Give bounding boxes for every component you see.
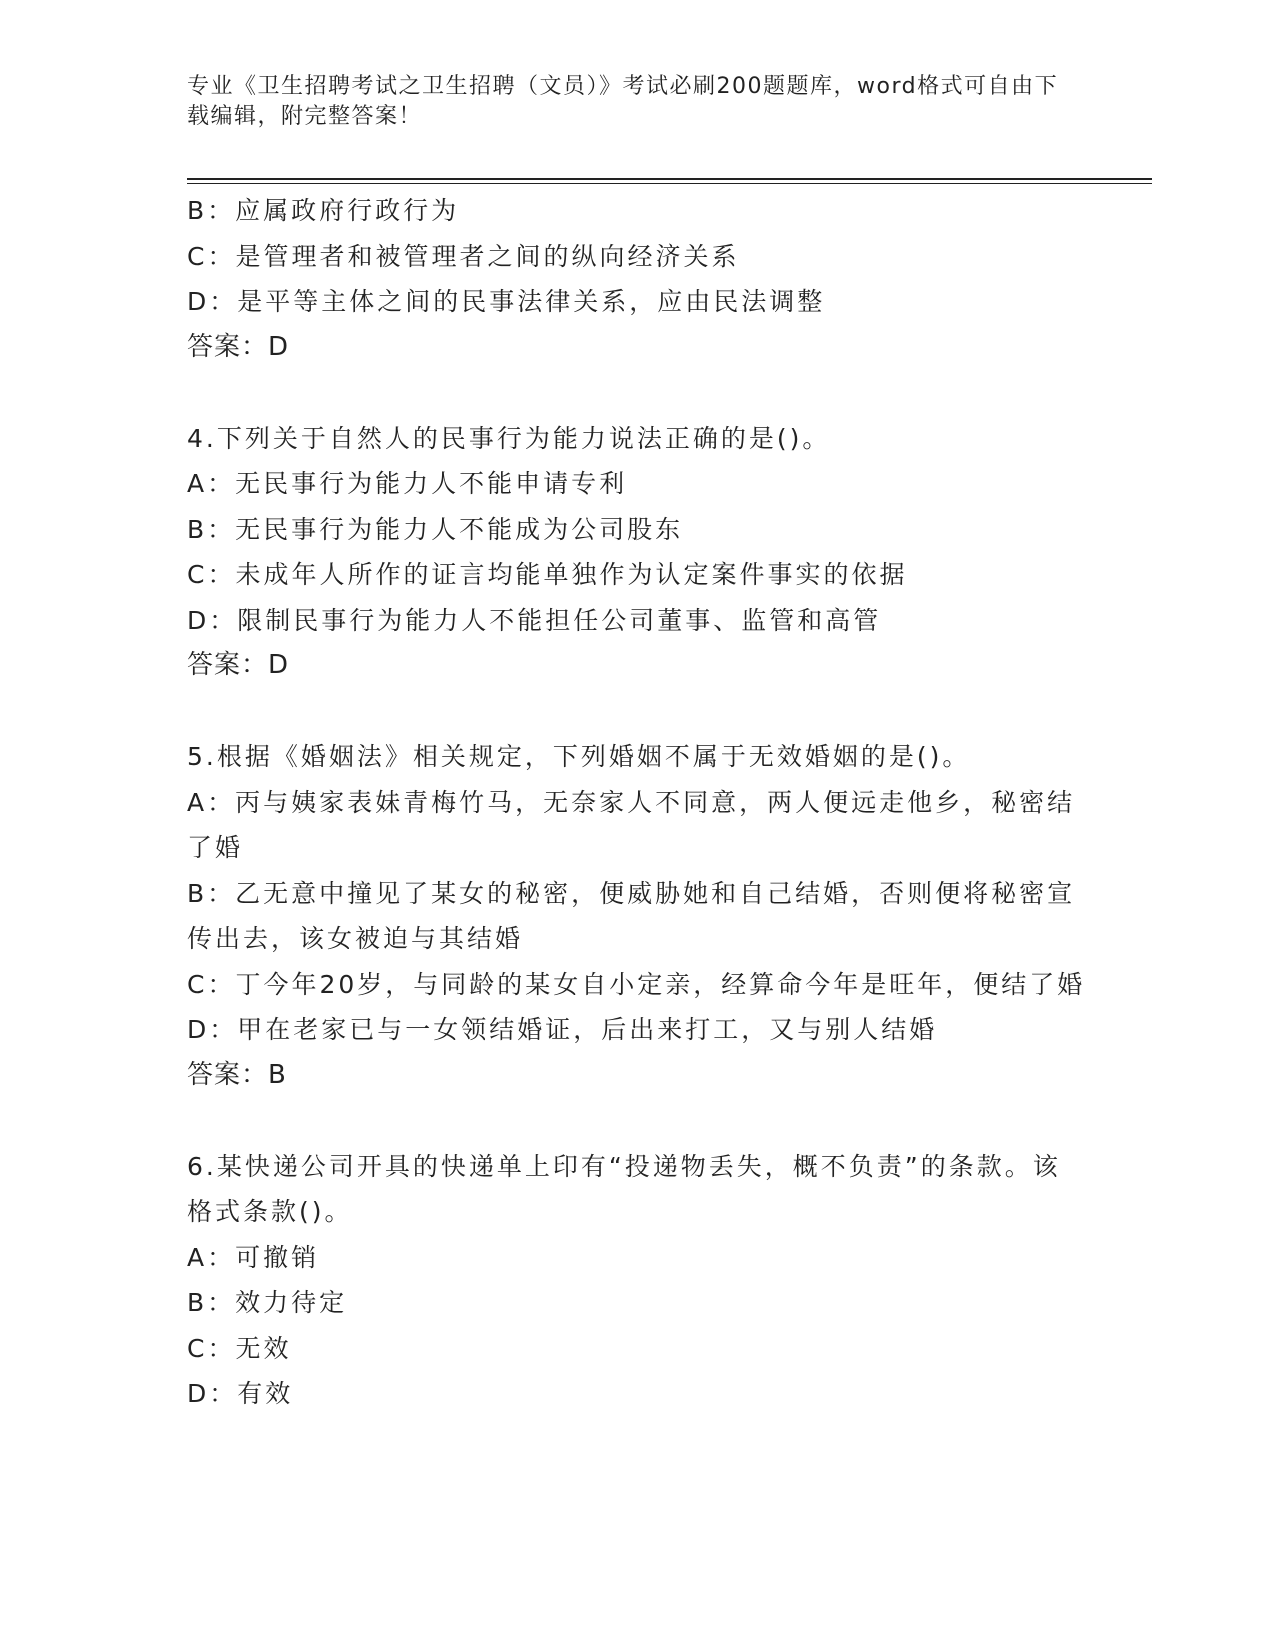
spacer (187, 689, 1087, 735)
option-c: C：是管理者和被管理者之间的纵向经济关系 (187, 241, 740, 271)
spacer (187, 1098, 1087, 1144)
header-divider-thin (187, 183, 1152, 184)
option-c: C：未成年人所作的证言均能单独作为认定案件事实的依据 (187, 560, 908, 589)
document-header: 专业《卫生招聘考试之卫生招聘（文员）》考试必刷200题题库，word格式可自由下载编辑，附完整答案！ (187, 74, 1059, 129)
question-6 (187, 1144, 1087, 1417)
question-3-tail (187, 188, 1087, 370)
option-d: D：是平等主体之间的民事法律关系，应由民法调整 (187, 287, 826, 316)
option-d: D：甲在老家已与一女领结婚证，后出来打工，又与别人结婚 (187, 1015, 938, 1044)
question-list (187, 188, 1087, 1417)
question-4 (187, 416, 1087, 689)
answer-label: 答案：B (187, 1059, 287, 1090)
option-c: C：无效 (187, 1333, 292, 1363)
question-stem: 6.某快递公司开具的快递单上印有“投递物丢失，概不负责”的条款。该格式条款()。 (187, 1151, 1061, 1226)
option-a: A：无民事行为能力人不能申请专利 (187, 469, 628, 498)
option-d: D：有效 (187, 1379, 294, 1408)
question-stem: 4.下列关于自然人的民事行为能力说法正确的是()。 (187, 423, 831, 453)
option-a: A：可撤销 (187, 1242, 320, 1272)
option-b: B：无民事行为能力人不能成为公司股东 (187, 514, 684, 544)
option-a: A：丙与姨家表妹青梅竹马，无奈家人不同意，两人便远走他乡，秘密结了婚 (187, 787, 1076, 862)
spacer (187, 370, 1087, 416)
option-b: B：乙无意中撞见了某女的秘密，便威胁她和自己结婚，否则便将秘密宣传出去，该女被迫与其结婚 (187, 878, 1076, 953)
option-d: D：限制民事行为能力人不能担任公司董事、监管和高管 (187, 605, 882, 635)
header-divider-thick (187, 178, 1152, 180)
answer-label: 答案：D (187, 650, 290, 680)
option-b: B：效力待定 (187, 1288, 348, 1317)
question-5 (187, 734, 1087, 1098)
option-c: C：丁今年20岁，与同龄的某女自小定亲，经算命今年是旺年，便结了婚 (187, 969, 1086, 999)
option-b: B：应属政府行政行为 (187, 196, 460, 225)
question-stem: 5.根据《婚姻法》相关规定，下列婚姻不属于无效婚姻的是()。 (187, 742, 971, 771)
answer-label: 答案：D (187, 331, 290, 362)
